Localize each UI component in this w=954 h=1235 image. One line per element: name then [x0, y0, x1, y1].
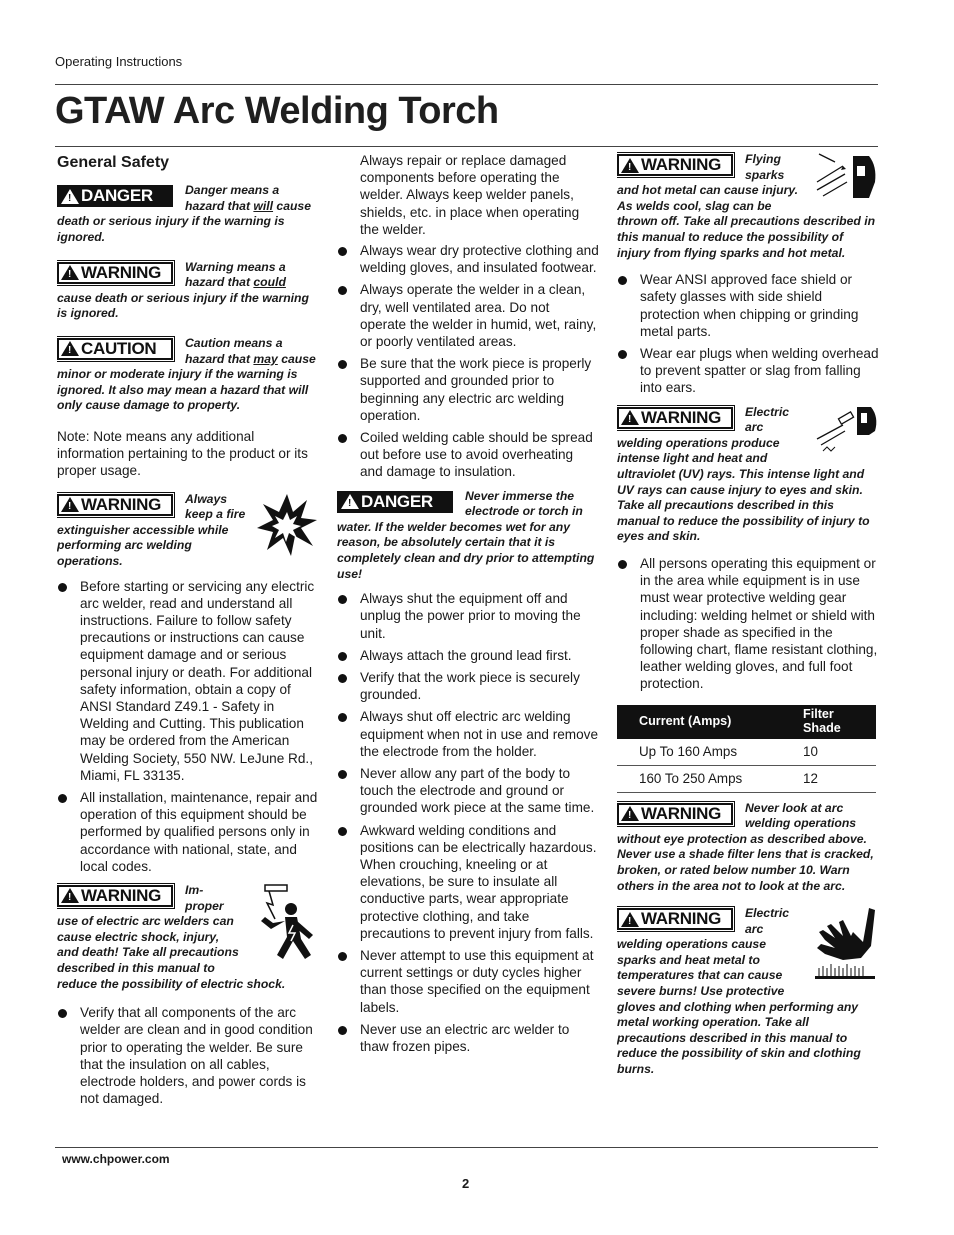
bullet-list — [337, 590, 599, 1055]
uv-warning: ! WARNING Electric arc welding operations produce intense light and heat and ultraviolet (UV) rays. This intense light and UV rays can cause injury to eyes and skin. Take all precautions described in this manual to reduce the possibility of injury to eyes and skin. — [617, 405, 879, 545]
shock-warning: ! WARNING Im-proper use of electric arc welders can cause electric shock, injury, and death! Take all precautions described in this manual to reduce the possibility of electric shock. — [57, 883, 319, 992]
list-item: Always operate the welder in a clean, dry, well ventilated area. Do not operate the welder in humid, wet, rainy, or poorly ventilated areas. — [337, 281, 599, 350]
continued-text: Always repair or replace damaged components before operating the welder. Always keep welder panels, shields, etc. in place when operating the welder. — [360, 153, 580, 237]
list-item: Never use an electric arc welder to thaw frozen pipes. — [337, 1021, 599, 1055]
warning-badge: ! WARNING — [617, 407, 733, 429]
flying-sparks-icon — [813, 152, 879, 202]
look-warning: ! WARNING Never look at arc welding operations without eye protection as described above. Never use a shade filter lens that is cracked, broken, or rated below number 10. Warn others in the area not to look at the arc. — [617, 800, 874, 893]
danger-badge: ! DANGER — [337, 491, 453, 513]
list-item: All installation, maintenance, repair and operation of this equipment should be performed by qualified persons only in accordance with national, state, and local codes. — [57, 789, 319, 875]
warning-badge: ! WARNING — [617, 803, 733, 825]
bullet-list — [617, 271, 879, 396]
list-item: Never allow any part of the body to touch the electrode and ground or grounded work piece at the same time. — [337, 765, 599, 817]
immerse-danger: ! DANGER Never immerse the electrode or torch in water. If the welder becomes wet for any reason, be absolutely certain that it is completely clean and dry prior to attempting use! — [337, 488, 595, 581]
caution-definition: ! CAUTION Caution means a hazard that may cause minor or moderate injury if the warning is ignored. It also may mean a hazard that will only cause damage to property. — [57, 335, 316, 413]
alert-triangle-icon: ! — [621, 912, 639, 927]
list-item: Always shut the equipment off and unplug the power prior to moving the unit. — [337, 590, 599, 642]
list-item: Verify that the work piece is securely grounded. — [337, 669, 599, 703]
bullet-list — [617, 555, 879, 693]
danger-definition: ! DANGER Danger means a hazard that will cause death or serious injury if the warning is ignored. — [57, 183, 311, 244]
sparks-warning: ! WARNING Flying sparks and hot metal can cause injury. As welds cool, slag can be thrown off. Take all precautions described in this manual to reduce the possibility of injury from flying sparks and hot metal. — [617, 152, 879, 261]
table-cell: 10 — [795, 739, 876, 766]
table-cell: 160 To 250 Amps — [617, 765, 795, 792]
list-item: Verify that all components of the arc welder are clean and in good condition prior to operating the welder. Be sure that the insulation on all cables, electrode holders, and power cords is not damaged. — [57, 1004, 319, 1107]
list-item: Before starting or servicing any electric arc welder, read and understand all instructions. Failure to follow safety precautions or instructions can cause equipment damage and or serious personal injury or death. For additional safety information, obtain a copy of ANSI Standard Z49.1 - Safety in Welding and Cutting. This publication may be ordered from the American Welding Society, 550 NW. LeJune Rd., Miami, FL 33135. — [57, 578, 319, 784]
alert-triangle-icon: ! — [621, 158, 639, 173]
page-number: 2 — [462, 1176, 470, 1191]
alert-triangle-icon: ! — [61, 341, 79, 356]
burn-warning: ! WARNING Electric arc welding operations cause sparks and heat metal to temperatures that can cause severe burns! Use protective gloves and clothing when performing any metal working operation. Take all precautions described in this manual to reduce the possibility of skin and clothing burns. — [617, 906, 879, 1078]
column-3 — [617, 152, 879, 1092]
header-rule — [55, 84, 878, 85]
table-header: Filter Shade — [795, 705, 876, 739]
section-label: Operating Instructions — [55, 54, 183, 69]
table-row — [617, 739, 876, 766]
footer-rule — [55, 1147, 878, 1148]
alert-triangle-icon: ! — [621, 806, 639, 821]
alert-triangle-icon: ! — [61, 265, 79, 280]
page-title: GTAW Arc Welding Torch — [55, 90, 499, 132]
table-row — [617, 765, 876, 792]
shade-table — [617, 705, 876, 793]
table-cell: Up To 160 Amps — [617, 739, 795, 766]
list-item: Be sure that the work piece is properly supported and grounded prior to beginning any electric arc welding operation. — [337, 355, 599, 424]
fire-warning: ! WARNING Always keep a fire extinguisher accessible while performing arc welding operations. — [57, 492, 319, 570]
alert-triangle-icon: ! — [61, 497, 79, 512]
bullet-list — [57, 578, 319, 875]
table-cell: 12 — [795, 765, 876, 792]
warning-badge: ! WARNING — [57, 494, 173, 516]
danger-badge: ! DANGER — [57, 185, 173, 207]
list-item: Always wear dry protective clothing and welding gloves, and insulated footwear. — [337, 242, 599, 276]
burn-hand-icon — [813, 906, 879, 980]
note-text: Note: Note means any additional information pertaining to the product or its proper usage. — [57, 428, 308, 479]
bullet-list — [337, 242, 599, 481]
caution-badge: ! CAUTION — [57, 338, 173, 360]
warning-badge: ! WARNING — [57, 885, 173, 907]
alert-triangle-icon: ! — [61, 888, 79, 903]
bullet-list — [57, 1004, 319, 1107]
footer-url: www.chpower.com — [62, 1152, 170, 1166]
list-item: Always attach the ground lead first. — [337, 647, 599, 664]
alert-triangle-icon: ! — [621, 410, 639, 425]
list-item: Wear ear plugs when welding overhead to prevent spatter or slag from falling into ears. — [617, 345, 879, 397]
column-1 — [57, 152, 319, 1112]
warning-badge: ! WARNING — [617, 154, 733, 176]
electric-shock-icon — [247, 883, 319, 969]
explosion-icon — [255, 492, 319, 558]
list-item: Awkward welding conditions and positions can be electrically hazardous. When crouching, kneeling or at elevations, be sure to insulate all conductive parts, wear appropriate protective clothing, and take precautions to prevent injury from falls. — [337, 822, 599, 942]
alert-triangle-icon: ! — [341, 494, 359, 509]
title-rule — [55, 146, 878, 147]
list-item: Never attempt to use this equipment at current settings or duty cycles higher than those specified on the equipment labels. — [337, 947, 599, 1016]
warning-badge: ! WARNING — [57, 262, 173, 284]
warning-badge: ! WARNING — [617, 908, 733, 930]
list-item: Wear ANSI approved face shield or safety glasses with side shield protection when chipping or grinding metal parts. — [617, 271, 879, 340]
list-item: Always shut off electric arc welding equipment when not in use and remove the electrode from the holder. — [337, 708, 599, 760]
warning-definition: ! WARNING Warning means a hazard that could cause death or serious injury if the warning is ignored. — [57, 259, 309, 321]
arc-light-icon — [813, 405, 879, 457]
list-item: All persons operating this equipment or in the area while equipment is in use must wear protective welding gear including: welding helmet or shield with proper shade as specified in the following chart, flame resistant clothing, leather welding gloves, and full foot protection. — [617, 555, 879, 693]
column-2 — [337, 152, 599, 1060]
list-item: Coiled welding cable should be spread out before use to avoid overheating and damage to insulation. — [337, 429, 599, 481]
alert-triangle-icon: ! — [61, 189, 79, 204]
table-header: Current (Amps) — [617, 705, 795, 739]
section-heading: General Safety — [57, 154, 170, 171]
